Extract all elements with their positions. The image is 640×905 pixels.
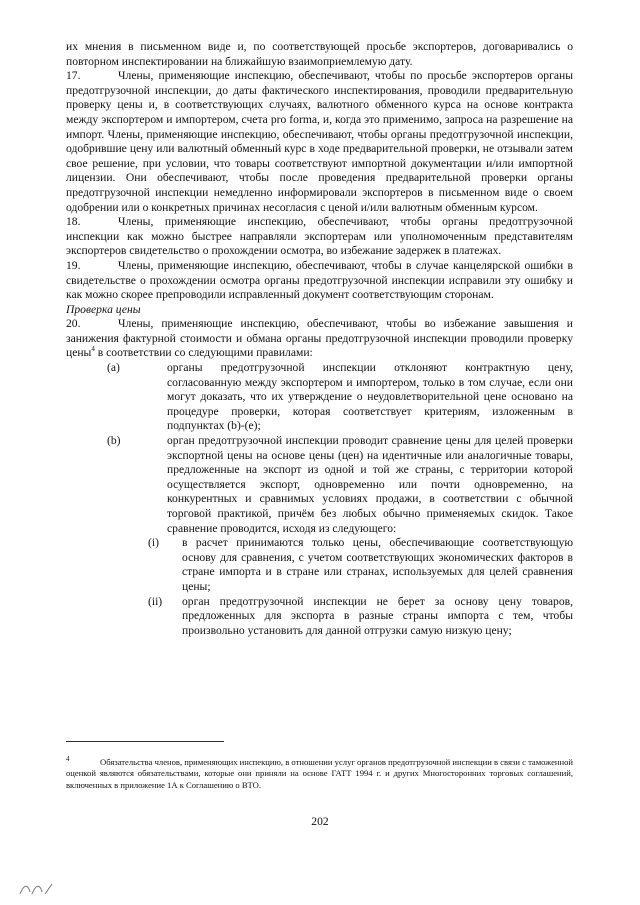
footnote-divider [66, 741, 224, 742]
footnote-mark: 4 [66, 755, 70, 763]
paragraph-19 [66, 259, 573, 303]
main-text [66, 40, 573, 638]
intro-paragraph: их мнения в письменном виде и, по соответствующей просьбе экспортеров, договаривались о повторном инспектировании на ближайшую взаимоприемлемую дату. [66, 40, 573, 68]
paragraph-17 [66, 69, 573, 215]
footnote-reference: 4 [91, 345, 95, 354]
sub-item-label: (ii) [148, 594, 163, 608]
paragraph-text-before: Члены, применяющие инспекцию, обеспечивают, чтобы во избежание завышения и занижения фактурной стоимости и обмана органы предотгрузочной инспекции проводили проверку цены [66, 317, 573, 360]
page-number: 202 [311, 815, 329, 828]
paragraph-number: 18. [66, 215, 81, 229]
section-heading: Проверка цены [66, 302, 141, 316]
sub-item-text: орган предотгрузочной инспекции не берет за основу цену товаров, предложенных для экспорта в разные страны импорта с тем, чтобы произвольно установить для данной отгрузки самую низкую цену; [182, 594, 573, 637]
paragraph-text: Члены, применяющие инспекцию, обеспечивают, чтобы органы предотгрузочной инспекции как можно быстрее направляли экспортерам или уполномоченным представителям экспортеров свидетельство о прохождении осмотра, во избежание задержек в платежах. [66, 215, 573, 258]
item-text: органы предотгрузочной инспекции отклоняют контрактную цену, согласованную между экспортером и импортером, только в том случае, если они могут доказать, что их утверждение о неудовлетворительной цене основано на процедуре проверки, которая соответствует критериям, изложенным в подпунктах (b)-(e); [167, 361, 573, 433]
paragraph-text: Члены, применяющие инспекцию, обеспечивают, чтобы в случае канцелярской ошибки в свидетельстве о прохождении осмотра органы предотгрузочной инспекции исправили эту ошибку и как можно скорее препроводили исправленный документ соответствующим сторонам. [66, 258, 573, 302]
footnote [66, 754, 573, 792]
sub-item-text: в расчет принимаются только цены, обеспечивающие соответствующую основу для сравнения, с учетом соответствующих экономических факторов в стране импорта и в стране или странах, используемых для целей сравнения цены; [182, 536, 573, 593]
sub-item-ii [148, 595, 573, 639]
item-label: (b) [107, 434, 121, 448]
paragraph-number: 17. [66, 69, 81, 83]
paragraph-text: Члены, применяющие инспекцию, обеспечивают, чтобы по просьбе экспортеров органы предотгрузочной инспекции, до даты фактического инспектирования, проводили предварительную проверку цены и, в соответствующих случаях, валютного обменного курса на основе контракта между экспортером и импортером, счета pro forma, и, когда это применимо, запроса на разрешение на импорт. Члены, применяющие инспекцию, обеспечивают, чтобы органы предотгрузочной инспекции, одобрившие цену или валютный обменный курс в ходе предварительной проверки, не отзывали затем свое решение, при условии, что товары соответствуют импортной документации и/или импортной лицензии. Они обеспечивают, чтобы после проведения предварительной проверки органы предотгрузочной инспекции немедленно информировали экспортеров в письменном виде о своем одобрении или о конкретных причинах несогласия с ценой и/или валютным обменным курсом. [66, 69, 573, 214]
handwritten-mark-icon [18, 880, 58, 898]
paragraph-20 [66, 317, 573, 361]
footnote-text: Обязательства членов, применяющих инспекцию, в отношении услуг органов предотгрузочной инспекции в связи с таможенной оценкой являются обязательствами, которые они приняли на основе ГАТТ 1994 г. и других Многосторонних торговых соглашений, включенных в приложение 1А к Соглашению о ВТО. [66, 756, 573, 791]
paragraph-text-after: в соответствии со следующими правилами: [94, 346, 313, 360]
sub-item-i [148, 536, 573, 594]
list-item-a [107, 361, 573, 434]
paragraph-number: 20. [66, 317, 81, 331]
list-item-b [107, 434, 573, 536]
item-text: орган предотгрузочной инспекции проводит сравнение цены для целей проверки экспортной цены на основе цены (цен) на идентичные или аналогичные товары, предложенные на экспорт из одной и той же страны, с территории которой осуществляется экспорт, одновременно или почти одновременно, на конкурентных и сравнимых условиях продажи, в соответствии с обычной торговой практикой, причём без любых обычно применяемых скидок. Такое сравнение проводится, исходя из следующего: [167, 434, 573, 535]
item-label: (a) [107, 361, 120, 375]
paragraph-number: 19. [66, 258, 81, 272]
sub-item-label: (i) [148, 536, 159, 550]
paragraph-18 [66, 215, 573, 259]
